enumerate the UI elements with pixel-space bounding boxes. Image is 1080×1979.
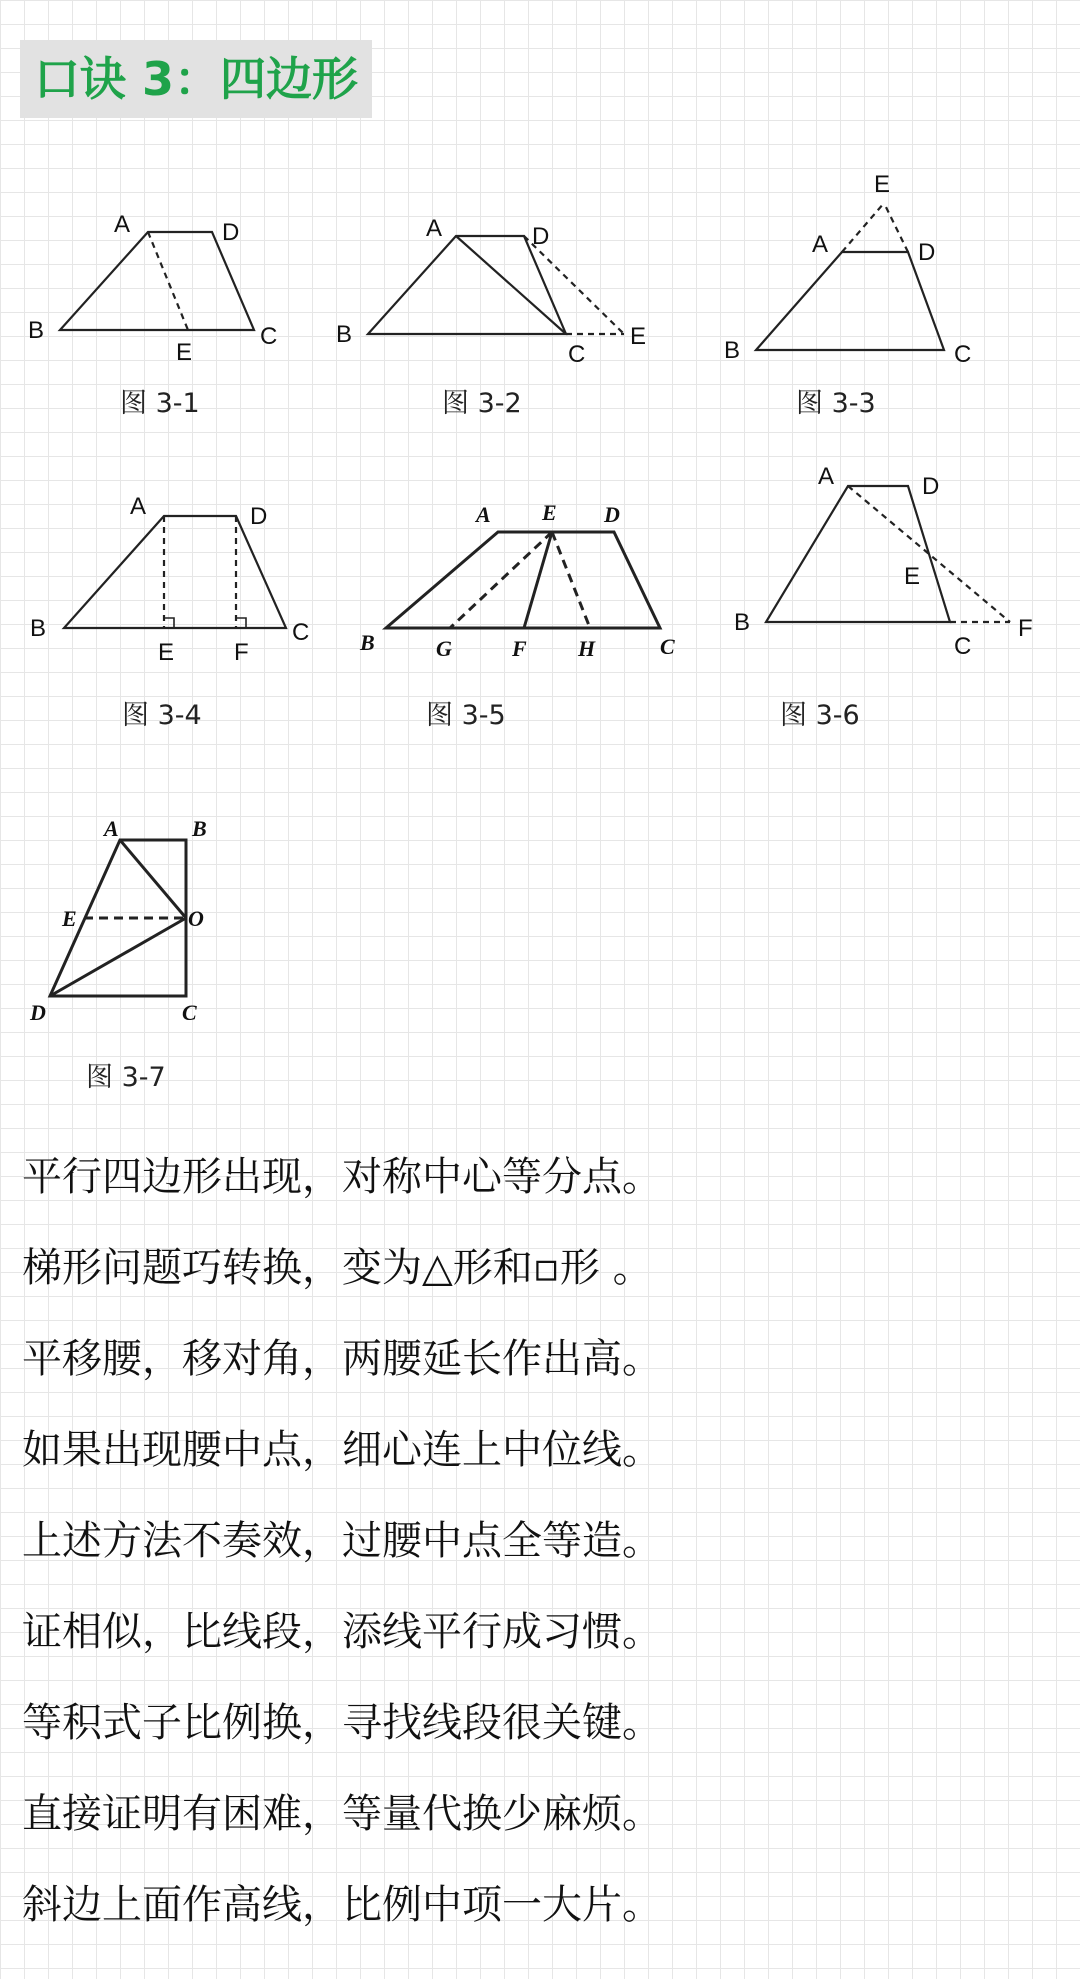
point-label: E (542, 500, 557, 525)
point-label: C (954, 633, 972, 660)
figure-3-5 (386, 532, 660, 628)
point-label: C (954, 341, 972, 368)
poem-line: 斜边上面作高线，比例中项一大片。 (22, 1882, 662, 1928)
poem-line: 梯形问题巧转换，变为△形和▫形 。 (22, 1245, 653, 1291)
figure-caption: 图 3-1 (120, 388, 200, 419)
figure-3-6 (766, 486, 1010, 622)
point-label: A (476, 502, 491, 527)
figure-3-2 (368, 236, 624, 334)
figure-caption: 图 3-7 (86, 1062, 166, 1093)
point-label: C (182, 1000, 197, 1025)
figure-caption: 图 3-5 (426, 700, 506, 731)
point-label: E (630, 323, 647, 350)
point-label: B (192, 816, 207, 841)
point-label: E (62, 906, 77, 931)
point-label: C (568, 341, 586, 368)
figure-caption: 图 3-3 (796, 388, 876, 419)
poem-line: 平行四边形出现，对称中心等分点。 (22, 1154, 662, 1200)
point-label: E (904, 563, 921, 590)
figure-3-4 (64, 516, 286, 628)
section-heading: 口诀 3：四边形 (20, 40, 372, 118)
point-label: C (292, 619, 310, 646)
figure-3-3 (756, 203, 944, 350)
point-label: F (234, 639, 249, 666)
point-label: D (922, 473, 940, 500)
poem-line: 证相似，比线段，添线平行成习惯。 (22, 1609, 662, 1655)
point-label: O (188, 906, 204, 931)
point-label: A (426, 215, 443, 242)
figure-3-1 (60, 232, 254, 330)
point-label: C (260, 323, 278, 350)
figure-caption: 图 3-2 (442, 388, 522, 419)
point-label: E (158, 639, 175, 666)
point-label: F (1018, 615, 1033, 642)
point-label: B (360, 630, 375, 655)
poem-line: 如果出现腰中点，细心连上中位线。 (22, 1427, 662, 1473)
point-label: A (812, 231, 829, 258)
point-label: H (578, 636, 596, 661)
figure-caption: 图 3-4 (122, 700, 202, 731)
point-label: C (660, 634, 675, 659)
point-label: B (28, 317, 45, 344)
mnemonic-poem (22, 1132, 1062, 1951)
point-label: E (176, 339, 193, 366)
point-label: D (250, 503, 268, 530)
point-label: D (30, 1000, 46, 1025)
point-label: A (104, 816, 119, 841)
point-label: B (724, 337, 741, 364)
point-label: G (436, 636, 452, 661)
point-label: D (604, 502, 620, 527)
point-label: D (532, 223, 550, 250)
poem-line: 平移腰，移对角，两腰延长作出高。 (22, 1336, 662, 1382)
point-label: B (30, 615, 47, 642)
figure-caption: 图 3-6 (780, 700, 860, 731)
point-label: E (874, 171, 891, 198)
poem-line: 直接证明有困难，等量代换少麻烦。 (22, 1791, 662, 1837)
poem-line: 等积式子比例换，寻找线段很关键。 (22, 1700, 662, 1746)
point-label: B (734, 609, 751, 636)
point-label: D (918, 239, 936, 266)
point-label: B (336, 321, 353, 348)
point-label: A (130, 493, 147, 520)
poem-line: 上述方法不奏效，过腰中点全等造。 (22, 1518, 662, 1564)
point-label: F (512, 636, 527, 661)
point-label: A (818, 463, 835, 490)
point-label: D (222, 219, 240, 246)
point-label: A (114, 211, 131, 238)
